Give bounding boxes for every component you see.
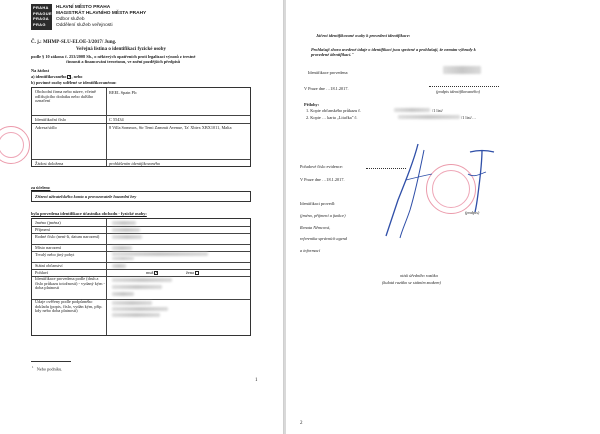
- reference-number: Č. j.: MHMP-SLU-ELOE-3/2017/ Jung.: [31, 40, 117, 45]
- surname-label: Příjmení: [35, 227, 50, 232]
- birthplace-label: Místo narození: [35, 245, 61, 250]
- entity-id-label: Identifikační číslo: [35, 117, 67, 122]
- date-1: V Praze dne …18.1.2017.: [304, 86, 349, 91]
- attachments-heading: Přílohy:: [304, 102, 320, 107]
- request-proof-label: Žádost doložena: [35, 161, 64, 166]
- purpose-value: Zřízení uživatelského konta u provozovatele hazardní hry: [35, 194, 137, 199]
- header-department: Odbor služeb: [56, 17, 85, 22]
- header-magistrate: MAGISTRÁT HLAVNÍHO MĚSTA PRAHY: [56, 11, 147, 16]
- record-number-label: Pořadové číslo evidence:: [300, 164, 343, 169]
- officer-role-2: a informací: [300, 248, 320, 253]
- residence-label: Trvalý nebo jiný pobyt: [35, 252, 75, 257]
- attachment-2-suffix: /1 list/…: [461, 115, 477, 120]
- footnote: $^1$ Nebo podniku.: [32, 365, 63, 372]
- purpose-box: [31, 191, 251, 202]
- identified-by-caption: (jméno, příjmení a funkce): [300, 213, 346, 218]
- attachment-1-suffix: /1 list/: [432, 108, 443, 113]
- birth-number-label: Rodné číslo (není-li, datum narození): [35, 234, 100, 239]
- request-option-b: b) povinné osoby udělené se identifikovanému:: [31, 80, 117, 85]
- entity-table: [31, 87, 251, 167]
- officer-name: Renata Němcová,: [300, 225, 331, 230]
- gender-male-option: muž ×: [146, 270, 158, 276]
- gender-female-option: žena: [186, 270, 199, 275]
- official-stamp-left: [0, 126, 30, 164]
- id-document-label: Identifikace provedena podle (druh a číslo průkazu totožnosti) - vydaný kým - doba platnosti: [35, 276, 105, 291]
- identified-by-label: Identifikaci provedl:: [300, 201, 336, 206]
- document-title: Veřejná listina o identifikaci fyzické osoby: [76, 47, 166, 52]
- attachment-2: 2. Kopie … karta „Litačka" č.: [306, 115, 358, 120]
- entity-id-value: C 55434: [109, 117, 124, 122]
- identification-done-label: Identifikace provedena: [308, 70, 348, 75]
- handwritten-signature-1: [376, 140, 456, 240]
- footnote-divider: [31, 361, 71, 362]
- page-number-2: 2: [300, 421, 303, 426]
- header-city: HLAVNÍ MĚSTO PRAHA: [56, 5, 111, 10]
- declaration-line-1: Prohlašuji shora uvedené údaje o identifikaci jsou správné a prohlašuji, že nemám výhrady k: [311, 47, 476, 52]
- entity-address-value: 8 Villa Sommos, Sir Temi Zammit Avenue, Ta' Xbiex XBX1011, Malta: [109, 125, 232, 130]
- header-section: Oddělení služeb veřejnosti: [56, 23, 113, 28]
- signature-line-identified: [429, 86, 499, 87]
- section-identification-heading: byla provedena identifikace účastníka obchodu - fyzické osoby:: [31, 211, 147, 216]
- checkbox-identified-checked: ×: [68, 74, 71, 80]
- date-2: V Praze dne …18.1.2017.: [300, 177, 345, 182]
- purpose-label: za účelem:: [31, 185, 51, 190]
- entity-address-label: Adresa/sídlo: [35, 125, 57, 130]
- officer-role: referentka správních agend: [300, 236, 347, 241]
- signature-caption-identified: (podpis identifikovaného): [436, 89, 481, 94]
- checkbox-female: [195, 271, 199, 275]
- supporting-document-label: Údaje ověřeny podle podpůrného dokladu (popis, číslo, vydán kým, příp. kdy nebo doba platnosti): [35, 299, 103, 314]
- signature-caption: (podpis): [465, 210, 480, 215]
- document-subtitle-2: činnosti a financování terorismu, ve znění pozdějších předpisů: [66, 59, 181, 64]
- prague-crest-logo: PRAHA PRAGUE PRAGA PRAG: [31, 4, 52, 30]
- request-option-a: a) identifikovaného × , nebo: [31, 74, 83, 80]
- first-name-label: Jméno (jména): [35, 220, 61, 225]
- entity-name-value: REEL Spain Plc: [109, 90, 138, 95]
- citizenship-label: Státní občanství: [35, 263, 63, 268]
- person-table: [31, 218, 251, 336]
- gender-label: Pohlaví: [35, 270, 49, 275]
- request-label: Na žádost: [31, 68, 50, 73]
- page-number-1: 1: [255, 378, 258, 383]
- checkbox-male-checked: ×: [155, 270, 158, 276]
- request-proof-value: prohlášením identifikovaného: [109, 161, 161, 166]
- declaration-line-2: provedené identifikaci.": [311, 52, 354, 57]
- entity-name-label: Obchodní firma nebo název, včetně odlišujícího dodatku nebo dalšího označení: [35, 89, 96, 104]
- document-subtitle-1: podle § 10 zákona č. 253/2008 Sb., o některých opatřeních proti legalizaci výnosů z trestné: [31, 54, 196, 59]
- document-page-1: [0, 0, 283, 434]
- stamp-note: otisk úředního razítka: [400, 273, 438, 278]
- document-page-2: [286, 0, 600, 434]
- handwritten-signature-2: [462, 144, 502, 214]
- attachment-1: 1. Kopie občanského průkazu č.: [306, 108, 362, 113]
- declaration-heading: Jáčení identifikované osoby k provedení identifikace:: [316, 33, 411, 38]
- stamp-note-2: (kulatá razítko se státním znakem): [382, 280, 441, 285]
